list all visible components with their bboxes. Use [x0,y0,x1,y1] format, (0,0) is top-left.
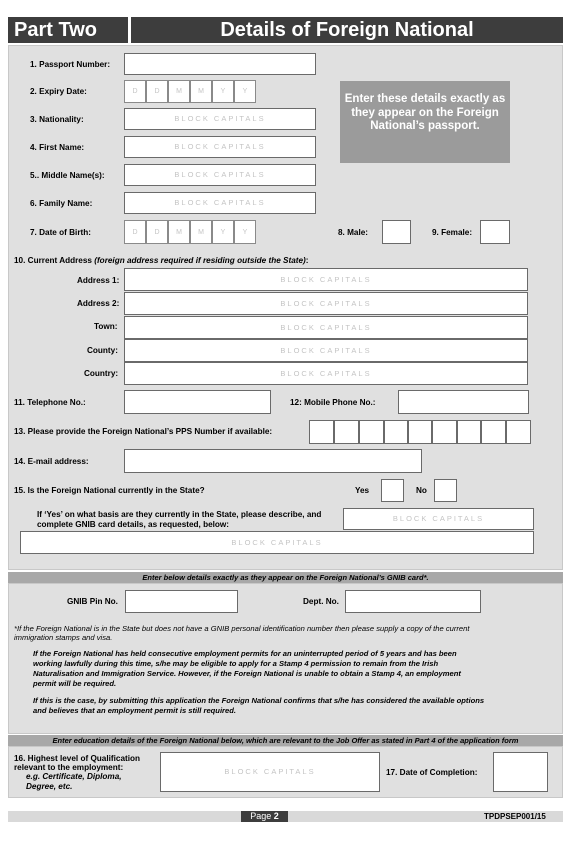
stamp4-paragraph: If the Foreign National has held consecutive employment permits for an uninterrupted period of 5 years and has been working lawfully during this time, s/he may be eligible to apply for a Stamp 4 permission to remain from the Irish Naturalisation and Immigration Service. However, if the Foreign National is unable to obtain a Stamp 4, an employment permit will be required. [33,649,461,688]
county-field[interactable] [124,339,528,362]
passport-instruction-note: Enter these details exactly as they appear on the Foreign National’s passport. [340,81,510,163]
pps-cell[interactable] [309,420,334,444]
stamp4-confirmation-paragraph: If this is the case, by submitting this application the Foreign National confirms that s/he has considered the available options and believes that an employment permit is still required. [33,696,485,715]
date-of-birth-label: 7. Date of Birth: [30,228,91,237]
date-cell[interactable]: D [146,220,168,244]
nationality-field[interactable] [124,108,316,130]
date-cell[interactable]: D [146,80,168,103]
basis-description-field[interactable] [20,531,534,554]
qualification-placeholder: BLOCK CAPITALS [224,767,316,776]
passport-number-field[interactable] [124,53,316,75]
date-cell[interactable]: Y [234,80,256,103]
pps-cell[interactable] [334,420,359,444]
country-label: Country: [84,369,119,378]
pps-cell[interactable] [506,420,531,444]
pps-cell[interactable] [359,420,384,444]
qualification-example-line1: e.g. Certificate, Diploma, [26,772,122,781]
date-cell[interactable]: M [168,220,190,244]
date-cell[interactable]: Y [212,80,234,103]
nationality-placeholder: BLOCK CAPITALS [174,114,266,123]
family-name-field[interactable] [124,192,316,214]
address-2-placeholder: BLOCK CAPITALS [280,299,372,308]
date-cell[interactable]: D [124,80,146,103]
qualification-label-line2: relevant to the employment: [14,763,124,772]
qualification-field[interactable] [160,752,380,792]
part-heading: Part Two [8,17,128,43]
first-name-placeholder: BLOCK CAPITALS [174,142,266,151]
email-field[interactable] [124,449,422,473]
family-name-label: 6. Family Name: [30,199,93,208]
pps-label: 13. Please provide the Foreign National’s PPS Number if available: [14,427,273,436]
mobile-label: 12: Mobile Phone No.: [290,398,376,407]
family-name-placeholder: BLOCK CAPITALS [174,198,266,207]
address-2-field[interactable] [124,292,528,315]
in-state-yes-checkbox[interactable] [381,479,404,502]
date-of-birth-field[interactable] [124,220,256,244]
telephone-field[interactable] [124,390,271,414]
in-state-question: 15. Is the Foreign National currently in the State? [14,486,205,495]
form-code: TPDPSEP001/15 [484,812,546,821]
expiry-date-field[interactable] [124,80,256,103]
in-state-no-checkbox[interactable] [434,479,457,502]
country-placeholder: BLOCK CAPITALS [280,369,372,378]
address-2-label: Address 2: [77,299,120,308]
section-title: Details of Foreign National [131,17,563,43]
completion-date-label: 17. Date of Completion: [386,768,478,777]
pps-number-field[interactable] [309,420,531,444]
first-name-label: 4. First Name: [30,143,85,152]
pps-cell[interactable] [384,420,408,444]
yes-label: Yes [355,486,370,495]
basis-description-placeholder: BLOCK CAPITALS [231,538,323,547]
basis-short-field[interactable] [343,508,534,530]
basis-question-line1: If ‘Yes’ on what basis are they currently in the State, please describe, and [37,510,322,519]
date-cell[interactable]: M [168,80,190,103]
address-1-field[interactable] [124,268,528,291]
gnib-footnote-line2: immigration stamps and visa. [14,633,113,642]
dept-no-label: Dept. No. [303,597,339,606]
qualification-example-line2: Degree, etc. [26,782,73,791]
first-name-field[interactable] [124,136,316,158]
male-checkbox[interactable] [382,220,411,244]
middle-names-placeholder: BLOCK CAPITALS [174,170,266,179]
basis-question-line2: complete GNIB card details, as requested, below: [37,520,230,529]
middle-names-field[interactable] [124,164,316,186]
female-checkbox[interactable] [480,220,510,244]
completion-date-field[interactable] [493,752,548,792]
pps-cell[interactable] [481,420,506,444]
no-label: No [416,486,427,495]
date-cell[interactable]: M [190,80,212,103]
mobile-field[interactable] [398,390,529,414]
nationality-label: 3. Nationality: [30,115,84,124]
middle-names-label: 5.. Middle Name(s): [30,171,105,180]
expiry-date-label: 2. Expiry Date: [30,87,87,96]
female-label: 9. Female: [432,228,473,237]
date-cell[interactable]: Y [212,220,234,244]
qualification-label-line1: 16. Highest level of Qualification [14,754,141,763]
date-cell[interactable]: Y [234,220,256,244]
male-label: 8. Male: [338,228,369,237]
country-field[interactable] [124,362,528,385]
gnib-footnote-line1: *If the Foreign National is in the State but does not have a GNIB personal identification number then please supply a copy of the current [14,624,470,633]
telephone-label: 11. Telephone No.: [14,398,86,407]
pps-cell[interactable] [408,420,432,444]
address-heading: 10. Current Address (foreign address required if residing outside the State): [14,256,309,265]
dept-no-field[interactable] [345,590,481,613]
town-label: Town: [94,322,118,331]
address-1-placeholder: BLOCK CAPITALS [280,275,372,284]
gnib-instruction-bar: Enter below details exactly as they appear on the Foreign National’s GNIB card*. [8,572,563,583]
page-number: 2 [273,811,279,821]
gnib-pin-field[interactable] [125,590,238,613]
gnib-pin-label: GNIB Pin No. [67,597,118,606]
town-field[interactable] [124,316,528,339]
pps-cell[interactable] [432,420,457,444]
pps-cell[interactable] [457,420,481,444]
email-label: 14. E-mail address: [14,457,89,466]
town-placeholder: BLOCK CAPITALS [280,323,372,332]
passport-number-label: 1. Passport Number: [30,60,111,69]
county-placeholder: BLOCK CAPITALS [280,346,372,355]
county-label: County: [87,346,118,355]
date-cell[interactable]: M [190,220,212,244]
date-cell[interactable]: D [124,220,146,244]
address-1-label: Address 1: [77,276,120,285]
education-instruction-bar: Enter education details of the Foreign National below, which are relevant to the Job Offer as stated in Part 4 of the application form [8,735,563,746]
basis-placeholder: BLOCK CAPITALS [392,514,485,523]
page-indicator: Page 2 [241,811,288,822]
